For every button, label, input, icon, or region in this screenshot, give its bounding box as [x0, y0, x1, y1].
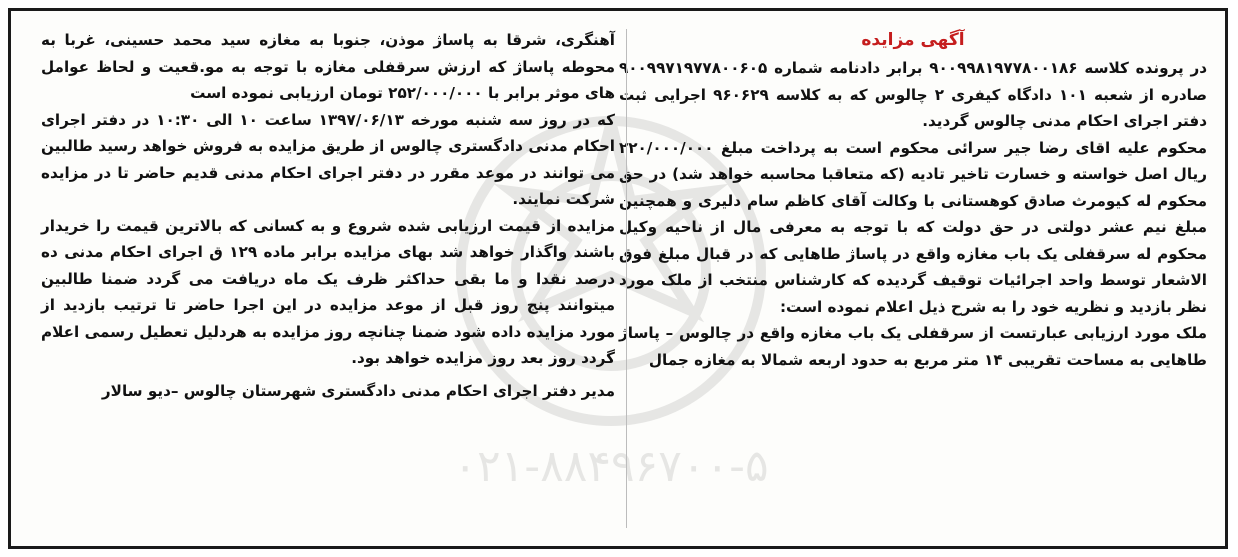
notice-paragraph: در پرونده کلاسه ۹۰۰۹۹۸۱۹۷۷۸۰۰۱۸۶ برابر دادنامه شماره ۹۰۰۹۹۷۱۹۷۷۸۰۰۶۰۵ صادره از شعبه ۱۰۱ دادگاه کیفری ۲ چالوس که به کلاسه ۹۶۰۶۲۹ اجرایی ثبت دفتر اجرای احکام مدنی چالوس گردید. [619, 59, 1207, 130]
notice-paragraph: ملک مورد ارزیابی عبارتست از سرقفلی یک باب مغازه واقع در چالوس – پاساژ طاهایی به مساحت تقریبی ۱۴ متر مربع به حدود اربعه شمالا به مغازه جمال [619, 324, 1207, 369]
notice-frame [8, 8, 1228, 549]
watermark-phone: ۰۲۱-۸۸۴۹۶۷۰۰-۵ [453, 441, 769, 492]
notice-title: آگهی مزایده [861, 30, 965, 50]
notice-right-column [619, 27, 1207, 538]
notice-left-column [41, 27, 615, 538]
notice-paragraph: محکوم علیه اقای رضا جیر سرائی محکوم است به پرداخت مبلغ ۲۲۰/۰۰۰/۰۰۰ ریال اصل خواسته و خسارت تاخیر تادیه (که متعاقبا محاسبه خواهد شد) در حق محکوم له کیومرث صادق کوهستانی با وکالت آقای کاظم سام دلیری و همچنین مبلغ نیم عشر دولتی در حق دولت که با توجه به معرفی مال از ناحیه وکیل محکوم له سرقفلی یک باب مغازه واقع در پاساژ طاهایی که در قبال مبلغ فوق الاشعار توسط واحد اجرائیات توقیف گردیده که کارشناس منتخب از ملک مورد نظر بازدید و نظریه خود را به شرح ذیل اعلام نموده است: [619, 138, 1207, 316]
notice-signature: مدیر دفتر اجرای احکام مدنی دادگستری شهرستان چالوس –دیو سالار [101, 381, 615, 400]
notice-paragraph: مزایده از قیمت ارزیابی شده شروع و به کسانی که بالاترین قیمت را خریدار باشند واگذار خواهد شد بهای مزایده برابر ماده ۱۲۹ ق اجرای احکام مدنی ده درصد نقدا و ما بقی حداکثر ظرف یک ماه دریافت می گردد ضمنا طالبین میتوانند پنج روز قبل از موعد مزایده در این اجرا حاضر تا ترتیب بازدید از مورد مزایده داده شود ضمنا چنانچه روز مزایده به هردلیل تعطیل رسمی اعلام گردد روز بعد روز مزایده خواهد بود. [41, 216, 615, 367]
column-divider [626, 29, 627, 528]
notice-paragraph: آهنگری، شرقا به پاساژ موذن، جنوبا به مغازه سید محمد حسینی، غربا به محوطه پاساژ که ارزش سرقفلی مغازه با توجه به مو.قعیت و لحاظ عوامل های موثر برابر با ۲۵۲/۰۰۰/۰۰۰ تومان ارزیابی نموده است [41, 31, 615, 102]
notice-paragraph: که در روز سه شنبه مورخه ۱۳۹۷/۰۶/۱۳ ساعت ۱۰ الی ۱۰:۳۰ در دفتر اجرای احکام مدنی دادگستری چالوس از طریق مزایده به فروش خواهد رسید طالبین می توانند در موعد مقرر در دفتر اجرای احکام مدنی قدیم حاضر تا در مزایده شرکت نمایند. [41, 110, 615, 208]
